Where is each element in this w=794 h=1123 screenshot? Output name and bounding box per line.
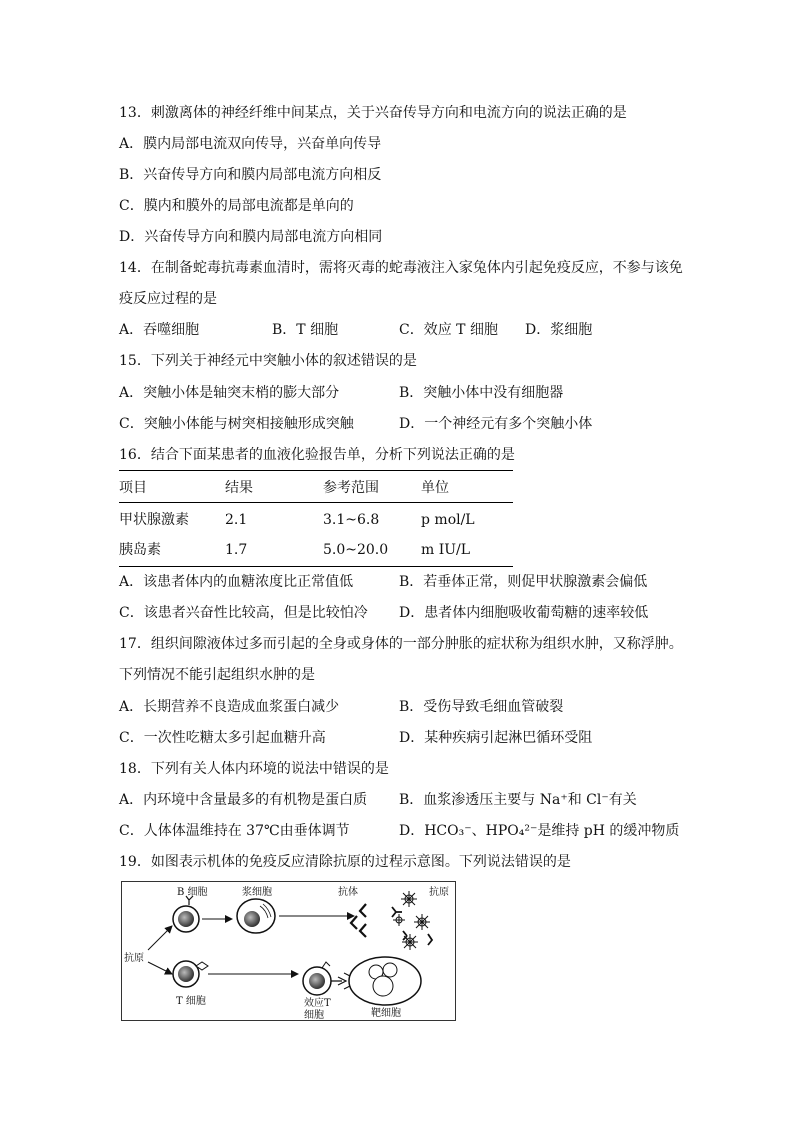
q14-stem-line2: 疫反应过程的是 [119,291,217,307]
q15-stem: 15．下列关于神经元中突触小体的叙述错误的是 [119,353,417,369]
label-effector-t-line2: 细胞 [304,1010,324,1020]
antibody-icon [351,904,366,937]
q18-option-a: A．内环境中含量最多的有机物是蛋白质 [119,792,368,808]
table-cell: 1.7 [225,542,248,558]
plasma-cell [237,899,275,933]
q17-option-a: A．长期营养不良造成血浆蛋白减少 [119,699,340,715]
label-antibody: 抗体 [338,887,358,898]
label-antigen-right: 抗原 [429,887,449,898]
q18-option-b: B．血浆渗透压主要与 Na⁺和 Cl⁻有关 [399,792,637,808]
q13-stem: 13．刺激离体的神经纤维中间某点，关于兴奋传导方向和电流方向的说法正确的是 [119,105,627,121]
q14-option-a: A．吞噬细胞 [119,322,200,338]
table-cell: 甲状腺激素 [119,512,189,528]
q13-option-d: D．兴奋传导方向和膜内局部电流方向相同 [119,229,383,245]
table-header-result: 结果 [225,480,253,496]
q14-option-c: C．效应 T 细胞 [399,322,498,338]
arrow [148,962,172,974]
label-b-cell: B 细胞 [177,887,208,898]
label-effector-t-line1: 效应T [304,998,331,1009]
q16-option-a: A．该患者体内的血糖浓度比正常值低 [119,574,354,590]
q14-stem-line1: 14．在制备蛇毒抗毒素血清时，需将灭毒的蛇毒液注入家兔体内引起免疫反应，不参与该免 [119,260,683,276]
q13-option-a: A．膜内局部电流双向传导，兴奋单向传导 [119,136,382,152]
q18-stem: 18．下列有关人体内环境的说法中错误的是 [119,761,389,777]
q13-option-b: B．兴奋传导方向和膜内局部电流方向相反 [119,167,382,183]
effector-t-cell [303,962,346,995]
label-plasma-cell: 浆细胞 [242,887,272,898]
table-cell: p mol/L [421,512,475,528]
q16-option-c: C．该患者兴奋性比较高，但是比较怕冷 [119,605,368,621]
label-target-cell: 靶细胞 [371,1008,401,1019]
q17-option-d: D．某种疾病引起淋巴循环受阻 [399,730,593,746]
q16-option-b: B．若垂体正常，则促甲状腺激素会偏低 [399,574,648,590]
q15-option-a: A．突触小体是轴突末梢的膨大部分 [119,385,340,401]
q17-option-b: B．受伤导致毛细血管破裂 [399,699,564,715]
q17-stem-line2: 下列情况不能引起组织水肿的是 [119,667,315,683]
q15-option-b: B．突触小体中没有细胞器 [399,385,564,401]
target-cell [344,957,421,1005]
q18-option-d: D．HCO₃⁻、HPO₄²⁻是维持 pH 的缓冲物质 [399,823,680,839]
q13-option-c: C．膜内和膜外的局部电流都是单向的 [119,198,354,214]
q17-stem-line1: 17．组织间隙液体过多而引起的全身或身体的一部分肿胀的症状称为组织水肿，又称浮肿。 [119,636,683,652]
q15-option-c: C．突触小体能与树突相接触形成突触 [119,416,354,432]
antigen-icon [393,891,430,950]
table-header-unit: 单位 [421,480,449,496]
b-cell [173,896,199,932]
q16-stem: 16．结合下面某患者的血液化验报告单，分析下列说法正确的是 [119,447,515,463]
table-cell: 胰岛素 [119,542,161,558]
q19-stem: 19．如图表示机体的免疫反应清除抗原的过程示意图。下列说法错误的是 [119,854,571,870]
q17-option-c: C．一次性吃糖太多引起血糖升高 [119,730,326,746]
q14-option-b: B．T 细胞 [272,322,339,338]
table-cell: 2.1 [225,512,248,528]
q14-option-d: D．浆细胞 [525,322,593,338]
immune-response-diagram [121,881,456,1021]
table-cell: 5.0~20.0 [323,542,389,558]
label-t-cell: T 细胞 [176,996,206,1007]
q15-option-d: D．一个神经元有多个突触小体 [399,416,593,432]
q18-option-c: C．人体体温维持在 37℃由垂体调节 [119,823,350,839]
table-cell: 3.1~6.8 [323,512,380,528]
t-cell [173,961,208,987]
label-antigen-left: 抗原 [124,953,144,964]
arrow [148,926,172,950]
table-header-range: 参考范围 [323,480,379,496]
table-header-item: 项目 [119,480,147,496]
table-cell: m IU/L [421,542,471,558]
q16-option-d: D．患者体内细胞吸收葡萄糖的速率较低 [399,605,649,621]
